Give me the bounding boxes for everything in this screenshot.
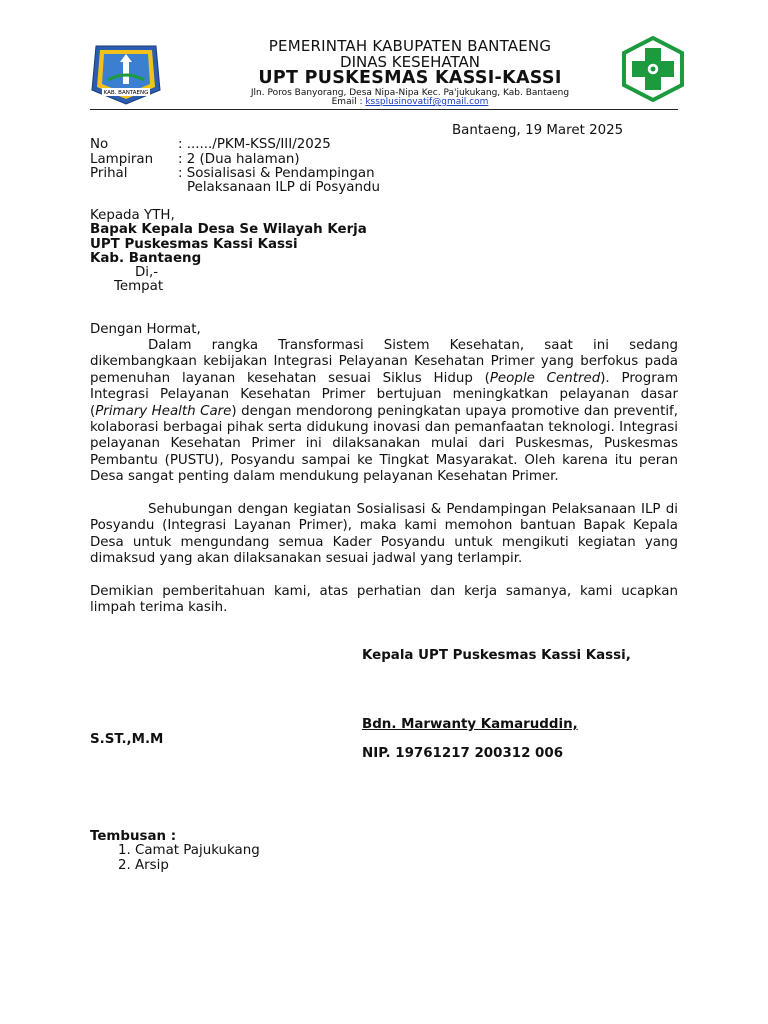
paragraph-intro-part-a: Dalam rangka Transformasi Sistem Kesehatan, saat ini sedang dikembangkaan kebijakan Integrasi Pelayanan Kesehatan Primer yang berfokus pada pemenuhan layanan kesehatan sesuai Siklus Hidup ( <box>90 338 678 386</box>
cc-item: 1. Camat Pajukukang <box>135 843 260 858</box>
kop-email-label: Email : <box>331 97 366 107</box>
paragraph-request: Sehubungan dengan kegiatan Sosialisasi & Pendampingan Pelaksanaan ILP di Posyandu (Integrasi Layanan Primer), maka kami memohon bantuan Bapak Kepala Desa untuk mengundang semua Kader Posyandu untuk mengikuti kegiatan yang dimaksud yang akan dilaksanakan sesuai jadwal yang terlampir. <box>90 502 678 567</box>
meta-subject-continuation <box>187 180 380 196</box>
place-date: Bantaeng, 19 Maret 2025 <box>452 123 624 138</box>
paragraph-intro-part-c: ) dengan mendorong peningkatan upaya promotive dan preventif, kolaborasi berbagai pihak serta didukung inovasi dan pemanfaatan teknologi. Integrasi pelayanan Kesehatan Primer ini dilaksanakan mulai dari Puskesmas, Puskesmas Pembantu (PUSTU), Posyandu sampai ke Tingkat Masyarakat. Oleh karena itu peran Desa sangat penting dalam mendukung pelayanan Kesehatan Primer. <box>90 403 679 485</box>
meta-number-value: : ....../PKM-KSS/III/2025 <box>178 137 331 152</box>
signature-title: Kepala UPT Puskesmas Kassi Kassi, <box>362 648 631 663</box>
signature-degree: S.ST.,M.M <box>90 732 164 747</box>
paragraph-intro-italic-people-centred: People Centred <box>489 370 601 386</box>
meta-attachment-value: : 2 (Dua halaman) <box>178 152 300 167</box>
paragraph-intro-italic-phc: Primary Health Care <box>95 403 232 419</box>
cc-label: Tembusan : <box>90 829 177 844</box>
bantaeng-logo <box>90 40 162 106</box>
cc-item: 2. Arsip <box>135 858 260 873</box>
meta-subject-continuation-text: Pelaksanaan ILP di Posyandu <box>187 180 380 195</box>
recipient-di: Di,- <box>135 265 159 280</box>
meta-attachment-key: Lampiran <box>90 152 154 167</box>
paragraph-intro-part-b: ). Program Integrasi Pelayanan Kesehatan Primer bertujuan meningkatkan pelayanan dasar ( <box>90 370 678 419</box>
recipient-line1: Bapak Kepala Desa Se Wilayah Kerja <box>90 222 367 237</box>
meta-subject-value: : Sosialisasi & Pendampingan <box>178 166 375 181</box>
kop-department: DINAS KESEHATAN <box>340 53 480 71</box>
cc-list <box>90 843 260 873</box>
meta-subject-key: Prihal <box>90 166 128 181</box>
paragraph-closing: Demikian pemberitahuan kami, atas perhatian dan kerja samanya, kami ucapkan limpah terima kasih. <box>90 584 678 616</box>
recipient-line2: UPT Puskesmas Kassi Kassi <box>90 237 298 252</box>
kop-email-line <box>200 97 620 107</box>
paragraph-intro <box>90 338 678 486</box>
puskesmas-cross-logo <box>620 36 686 102</box>
kop-email-link[interactable]: kssplusinovatif@gmail.com <box>365 97 489 107</box>
kop-institution: UPT PUSKESMAS KASSI-KASSI <box>258 68 562 88</box>
salutation: Dengan Hormat, <box>90 322 201 337</box>
meta-number <box>90 137 331 153</box>
recipient-line3: Kab. Bantaeng <box>90 251 202 266</box>
recipient-tempat: Tempat <box>114 279 164 294</box>
kop-address: Jln. Poros Banyorang, Desa Nipa-Nipa Kec. Pa'jukukang, Kab. Bantaeng <box>250 88 570 98</box>
logo-caption: KAB. BANTAENG <box>103 90 149 96</box>
signature-nip: NIP. 19761217 200312 006 <box>362 746 564 761</box>
recipient-to: Kepada YTH, <box>90 208 175 223</box>
meta-number-key: No <box>90 137 109 152</box>
kop-government: PEMERINTAH KABUPATEN BANTAENG <box>268 37 552 55</box>
letterhead-divider <box>90 109 678 110</box>
signature-name: Bdn. Marwanty Kamaruddin, <box>362 717 578 732</box>
